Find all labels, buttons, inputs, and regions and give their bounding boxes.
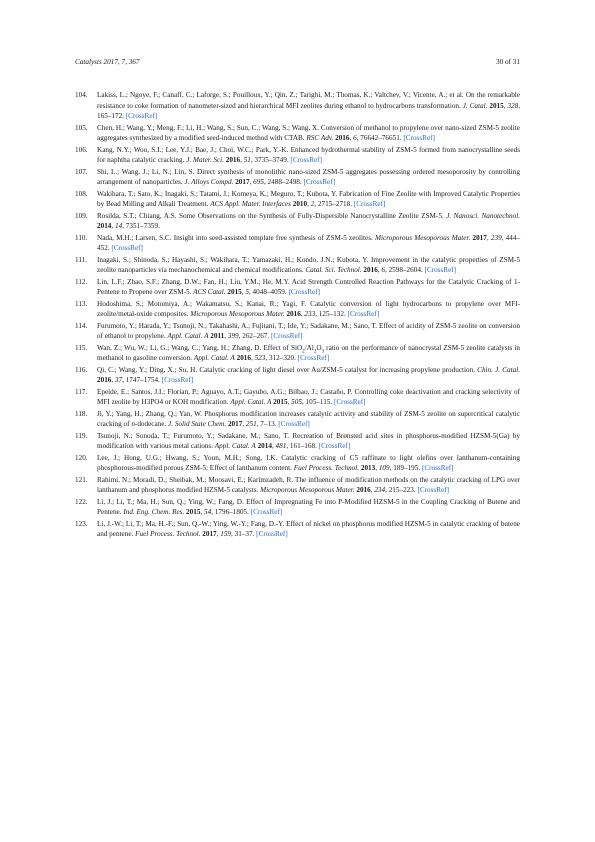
crossref-link[interactable]: [CrossRef]	[424, 266, 457, 275]
crossref-link[interactable]: [CrossRef]	[417, 486, 449, 495]
volume: 6	[381, 266, 385, 275]
journal-name: RSC Adv.	[306, 134, 334, 143]
year: 2013	[360, 464, 376, 473]
journal-name: Microporous Mesoporous Mater.	[260, 486, 355, 495]
year: 2017	[227, 420, 243, 429]
reference-text: Ji, Y.; Yang, H.; Zhang, Q.; Yan, W. Phosphorus modification increases catalytic activity and stability of ZSM-5 zeolite on supercritical catalytic cracking of	[97, 409, 520, 429]
reference-item: 123. Li, J.-W.; Li, T.; Ma, H.-F.; Sun, Q.-W.; Ying, W.-Y.; Fang, D.-Y. Effect of nickel on phosphorus modified HZSM-5 in catalytic cracking of butene and pentene. Fuel Process. Technol. 2017, 159, 31–37. [CrossRef]	[75, 519, 520, 539]
volume: 505	[291, 398, 302, 407]
pages: , 7351–7359.	[122, 222, 160, 231]
volume: 399	[227, 332, 239, 341]
pages: , 165–172.	[97, 101, 521, 121]
reference-item: 111. Inagaki, S.; Shinoda, S.; Hayashi, S.; Wakihara, T.; Yamazaki, H.; Kondo, J.N.; Kubota, Y. Improvement in the catalytic properties of ZSM-5 zeolite nanoparticles via mechanochemical and chemical modifications. Catal. Sci. Technol. 2016, 6, 2598–2604. [CrossRef]	[75, 255, 520, 275]
reference-item: 119. Tsunoji, N.; Sonoda, T.; Furumoto, Y.; Sadakane, M.; Sano, T. Recreation of Brønsted acid sites in phosphorus-modified HZSM-5(Ga) by modification with various metal cations. Appl. Catal. A 2014, 481, 161–168. [CrossRef]	[75, 431, 520, 451]
crossref-link[interactable]: [CrossRef]	[290, 156, 322, 165]
pages: , 105–115.	[301, 398, 333, 407]
pages: , 312–320.	[265, 354, 296, 363]
volume: 233	[304, 310, 316, 319]
reference-text: Hodoshima, S.; Motomiya, A.; Wakamatsu, S.; Kanai, R.; Yagi, F. Catalytic conversion of light hydrocarbons to propylene over MFI-zeolite/metal-oxide composites.	[97, 299, 520, 319]
subscript: 2	[313, 349, 317, 355]
pages: , 3735–3749.	[250, 156, 289, 165]
pages: , 2598–2604.	[384, 266, 423, 275]
reference-number: 123.	[75, 519, 88, 528]
pages: , 1747–1754.	[122, 376, 160, 385]
pages: , 76642–76651.	[356, 134, 402, 143]
volume: 328	[507, 101, 519, 110]
crossref-link[interactable]: [CrossRef]	[161, 376, 194, 385]
crossref-link[interactable]: [CrossRef]	[333, 398, 366, 407]
reference-text: Furumoto, Y.; Harada, Y.; Tsunoji, N.; Takahashi, A.; Fujitani, T.; Ide, Y.; Sadakane, M.; Sano, T. Effect of acidity of ZSM-5 zeolite on conversion of ethanol to propylene.	[97, 321, 520, 341]
reference-item: 110. Nada, M.H.; Larsen, S.C. Insight into seed-assisted template free synthesis of ZSM-5 zeolites. Microporous Mesoporous Mater. 2017, 239, 444–452. [CrossRef]	[75, 233, 521, 253]
subscript: 3	[321, 349, 325, 355]
crossref-link[interactable]: [CrossRef]	[256, 530, 288, 539]
pages: , 189–195.	[389, 464, 421, 473]
crossref-link[interactable]: [CrossRef]	[250, 508, 283, 517]
reference-number: 110.	[75, 233, 88, 242]
year: 2016	[97, 376, 112, 385]
journal-name: Ind. Eng. Chem. Res.	[123, 508, 185, 517]
reference-text: Li, J.; Li, T.; Ma, H.; Sun, Q.; Ying, W.; Fang, D. Effect of Impregnating Fe into P-Modified HZSM-5 in the Coupling Cracking of Butene and Pentene.	[97, 497, 520, 517]
pages: , 1796–1805.	[211, 508, 249, 517]
pages: , 2715–2718.	[314, 200, 353, 209]
reference-item: 107. Shi, L.; Wang, J.; Li, N.; Lin, S. Direct synthesis of monolithic nano-sized ZSM-5 aggregates possessing ordered mesoporosity by controlling arrangement of nanoparticles. J. Alloys Compd. 2017, 695, 2488–2498. [CrossRef]	[75, 167, 520, 187]
reference-number: 113.	[75, 299, 88, 308]
crossref-link[interactable]: [CrossRef]	[270, 332, 303, 341]
volume: 239	[490, 233, 502, 242]
journal-name: Microporous Mesoporous Mater.	[375, 233, 471, 242]
volume: 523	[254, 354, 266, 363]
reference-text: O	[316, 343, 322, 352]
year: 2017	[472, 233, 487, 242]
reference-item: 116. Qi, C.; Wang, Y.; Ding, X.; Su, H. Catalytic cracking of light diesel over Au/ZSM-5 catalyst for increasing propylene production. Chin. J. Catal. 2016, 37, 1747–1754. [CrossRef]	[75, 365, 520, 385]
journal-name: Microporous Mesoporous Mater.	[190, 310, 285, 319]
reference-text: ratio on the performance of nanocrystal ZSM-5 zeolite catalysts in methanol to gasoline conversion.	[97, 343, 520, 363]
reference-text: Rosilda, S.T.; Chiang, A.S. Some Observations on the Synthesis of Fully-Dispersible Nanocrystalline Zeolite ZSM-5.	[97, 211, 444, 220]
year: 2015	[227, 288, 242, 297]
volume: 159	[220, 530, 232, 539]
reference-text: Inagaki, S.; Shinoda, S.; Hayashi, S.; Wakihara, T.; Yamazaki, H.; Kondo, J.N.; Kubota, Y. Improvement in the catalytic properties of ZSM-5 zeolite nanoparticles via mechanochemical and chemical modifications.	[97, 255, 520, 275]
crossref-link[interactable]: [CrossRef]	[278, 420, 310, 429]
crossref-link[interactable]: [CrossRef]	[297, 354, 330, 363]
year: 2015	[186, 508, 201, 517]
volume: 234	[374, 486, 386, 495]
reference-item: 115. Wan, Z.; Wu, W.; Li, G.; Wang, C.; Yang, H.; Zhang, D. Effect of $SiO_2/Al_2O_3$ ratio on the performance of nanocrystal ZSM-5 zeolite catalysts in methanol to gasoline conversion. Appl. Catal. A 2016, 523, 312–320. [CrossRef]	[75, 343, 520, 363]
journal-name: Fuel Process. Technol.	[293, 464, 360, 473]
pages: , 215–223.	[385, 486, 416, 495]
journal-name: J. Nanosci. Nanotechnol.	[446, 211, 521, 220]
reference-item: 109. Rosilda, S.T.; Chiang, A.S. Some Observations on the Synthesis of Fully-Dispersible Nanocrystalline Zeolite ZSM-5. J. Nanosci. Nanotechnol. 2014, 14, 7351–7359.	[75, 211, 521, 231]
page-header	[75, 58, 520, 70]
volume: 37	[114, 376, 123, 385]
reference-number: 111.	[75, 255, 88, 264]
pages: , 7–13.	[256, 420, 277, 429]
reference-number: 117.	[75, 387, 88, 396]
crossref-link[interactable]: [CrossRef]	[421, 464, 454, 473]
pages: , 31–37.	[231, 530, 255, 539]
crossref-link[interactable]: [CrossRef]	[353, 200, 386, 209]
crossref-link[interactable]: [CrossRef]	[125, 112, 158, 121]
volume: 109	[378, 464, 390, 473]
journal-name: Fuel Process. Technol.	[135, 530, 201, 539]
reference-number: 104.	[75, 91, 88, 99]
journal-name: J. Mater. Sci.	[186, 156, 224, 165]
pages: , 262–267.	[238, 332, 270, 341]
volume: 5	[245, 288, 249, 297]
italic-text: n	[131, 420, 135, 429]
volume: 481	[275, 442, 287, 451]
reference-number: 120.	[75, 453, 88, 462]
reference-text: Lakiss, L.; Ngoye, F.; Canaff, C.; Laforge, S.; Pouilloux, Y.; Qin, Z.; Tarighi, M.; Thomas, K.; Valtchev, V.; Vicente, A.; et al. On the remarkable resistance to coke formation of nanometer-sized and hierarchical MFI zeolites during ethanol to hydrocarbons transformation.	[97, 91, 520, 110]
reference-item: 120. Lee, J.; Hong, U.G.; Hwang, S.; Youn, M.H.; Song, I.K. Catalytic cracking of C5 raffinate to light olefins over lanthanum-containing phosphorous-modified porous ZSM-5: Effect of lanthanum content. Fuel Process. Technol. 2013, 109, 189–195. [CrossRef]	[75, 453, 520, 473]
reference-item: 113. Hodoshima, S.; Motomiya, A.; Wakamatsu, S.; Kanai, R.; Yagi, F. Catalytic conversion of light hydrocarbons to propylene over MFI-zeolite/metal-oxide composites. Microporous Mesoporous Mater. 2016, 233, 125–132. [CrossRef]	[75, 299, 520, 319]
year: 2011	[210, 332, 225, 341]
year: 2014	[257, 442, 272, 451]
journal-citation: Catalysts 2017, 7, 367	[75, 58, 140, 66]
reference-number: 116.	[75, 365, 88, 374]
reference-number: 108.	[75, 189, 88, 198]
crossref-link[interactable]: [CrossRef]	[111, 244, 143, 253]
year: 2014	[97, 222, 112, 231]
reference-text: Tsunoji, N.; Sonoda, T.; Furumoto, Y.; Sadakane, M.; Sano, T. Recreation of Brønsted acid sites in phosphorus-modified HZSM-5(Ga) by modification with various metal cations.	[97, 431, 520, 451]
reference-number: 112.	[75, 277, 88, 286]
volume: 51	[243, 156, 251, 165]
reference-number: 115.	[75, 343, 88, 352]
journal-name: Chin. J. Catal.	[477, 365, 520, 374]
year: 2016	[236, 354, 251, 363]
reference-item: 117. Epelde, E.; Santos, J.I.; Florian, P.; Aguayo, A.T.; Gayubo, A.G.; Bilbao, J.; Castaño, P. Controlling coke deactivation and cracking selectivity of MFI zeolite by H3PO4 or KOH modification. Appl. Catal. A 2015, 505, 105–115. [CrossRef]	[75, 387, 520, 407]
year: 2015	[489, 101, 504, 110]
reference-number: 105.	[75, 123, 88, 132]
year: 2016	[225, 156, 241, 165]
subscript: 2	[302, 349, 305, 355]
volume: 54	[204, 508, 212, 517]
pages: , 4048–4059.	[248, 288, 287, 297]
reference-text: Nada, M.H.; Larsen, S.C. Insight into seed-assisted template free synthesis of ZSM-5 zeolites.	[97, 233, 373, 242]
reference-text: Wakihara, T.; Sato, K.; Inagaki, S.; Tatami, J.; Komeya, K.; Meguro, T.; Kubota, Y. Fabrication of Fine Zeolite with Improved Catalytic Properties by Bead Milling and Alkali Treatment.	[97, 189, 520, 209]
year: 2015	[273, 398, 288, 407]
crossref-link[interactable]: [CrossRef]	[318, 442, 351, 451]
reference-number: 107.	[75, 167, 88, 176]
volume: 2	[310, 200, 315, 209]
pages: , 125–132.	[315, 310, 346, 319]
reference-text: Epelde, E.; Santos, J.I.; Florian, P.; Aguayo, A.T.; Gayubo, A.G.; Bilbao, J.; Castaño, P. Controlling coke deactivation and cracking selectivity of MFI zeolite by H3PO4 or KOH modification.	[97, 387, 520, 407]
reference-text: /Al	[304, 343, 314, 352]
reference-item: 104. Lakiss, L.; Ngoye, F.; Canaff, C.; Laforge, S.; Pouilloux, Y.; Qin, Z.; Tarighi, M.; Thomas, K.; Valtchev, V.; Vicente, A.; et al. On the remarkable resistance to coke formation of nanometer-sized and hierarchical MFI zeolites during ethanol to hydrocarbons transformation. J. Catal. 2015, 328, 165–172. [CrossRef]	[75, 91, 521, 121]
reference-number: 118.	[75, 409, 88, 418]
journal-name: Appl. Catal. A	[167, 332, 209, 341]
volume: 695	[253, 178, 264, 187]
reference-text: Shi, L.; Wang, J.; Li, N.; Lin, S. Direct synthesis of monolithic nano-sized ZSM-5 aggregates possessing ordered mesoporosity by controlling arrangement of nanoparticles.	[97, 167, 520, 187]
year: 2016	[363, 266, 378, 275]
reference-item: 108. Wakihara, T.; Sato, K.; Inagaki, S.; Tatami, J.; Komeya, K.; Meguro, T.; Kubota, Y. Fabrication of Fine Zeolite with Improved Catalytic Properties by Bead Milling and Alkali Treatment. ACS Appl. Mater. Interfaces 2010, 2, 2715–2718. [CrossRef]	[75, 189, 520, 209]
journal-name: Appl. Catal. A	[214, 442, 256, 451]
journal-name: J. Alloys Compd.	[184, 178, 234, 187]
journal-name: Appl. Catal. A	[193, 354, 235, 363]
crossref-link[interactable]: [CrossRef]	[303, 178, 336, 187]
reference-item: 105. Chen, H.; Wang, Y.; Meng, F.; Li, H.; Wang, S.; Sun, C.; Wang, S.; Wang, X. Conversion of methanol to propylene over nano-sized ZSM-5 zeolite aggregates synthesized by a modified seed-induced method with CTAB. RSC Adv. 2016, 6, 76642–76651. [CrossRef]	[75, 123, 520, 143]
journal-name: ACS Catal.	[193, 288, 226, 297]
journal-name: ACS Appl. Mater. Interfaces	[210, 200, 291, 209]
reference-text: Rahimi, N.; Moradi, D.; Sheibak, M.; Moosavi, E.; Karimzadeh, R. The influence of modification methods on the catalytic cracking of LPG over lanthanum and phosphorus modified HZSM-5 catalysts.	[97, 475, 520, 495]
reference-text: Wan, Z.; Wu, W.; Li, G.; Wang, C.; Yang, H.; Zhang, D. Effect of SiO	[97, 343, 303, 352]
volume: 251	[245, 420, 257, 429]
crossref-link[interactable]: [CrossRef]	[288, 288, 321, 297]
reference-text: Chen, H.; Wang, Y.; Meng, F.; Li, H.; Wang, S.; Sun, C.; Wang, S.; Wang, X. Conversion of methanol to propylene over nano-sized ZSM-5 zeolite aggregates synthesized by a modified seed-induced method with CTAB.	[97, 123, 520, 143]
reference-number: 119.	[75, 431, 88, 440]
year: 2017	[202, 530, 217, 539]
year: 2017	[235, 178, 250, 187]
volume: 6	[353, 134, 357, 143]
reference-text: Lee, J.; Hong, U.G.; Hwang, S.; Youn, M.H.; Song, I.K. Catalytic cracking of C5 raffinate to light olefins over lanthanum-containing phosphorous-modified porous ZSM-5: Effect of lanthanum content.	[97, 453, 520, 473]
reference-text: Kang, N.Y.; Woo, S.I.; Lee, Y.J.; Bae, J.; Choi, W.C.; Park, Y.-K. Enhanced hydrothermal stability of ZSM-5 formed from nanocrystalline seeds for naphtha catalytic cracking.	[97, 145, 520, 165]
journal-name: J. Solid State Chem.	[168, 420, 227, 429]
year: 2016	[286, 310, 301, 319]
reference-text: -dodecane.	[134, 420, 167, 429]
crossref-link[interactable]: [CrossRef]	[403, 134, 435, 143]
reference-number: 122.	[75, 497, 88, 506]
reference-text: Lin, L.F.; Zhao, S.F.; Zhang, D.W.; Fan, H.; Liu, Y.M.; He, M.Y. Acid Strength Controlled Reaction Pathways for the Catalytic Cracking of 1-Pentene to Propene over ZSM-5.	[97, 277, 520, 297]
reference-number: 121.	[75, 475, 88, 484]
journal-name: Catal. Sci. Technol.	[305, 266, 362, 275]
reference-number: 114.	[75, 321, 88, 330]
reference-item: 112. Lin, L.F.; Zhao, S.F.; Zhang, D.W.; Fan, H.; Liu, Y.M.; He, M.Y. Acid Strength Controlled Reaction Pathways for the Catalytic Cracking of 1-Pentene to Propene over ZSM-5. ACS Catal. 2015, 5, 4048–4059. [CrossRef]	[75, 277, 520, 297]
reference-list	[75, 90, 520, 541]
pages: , 161–168.	[286, 442, 317, 451]
year: 2010	[292, 200, 308, 209]
year: 2016	[356, 486, 371, 495]
pages: , 2488–2498.	[263, 178, 302, 187]
year: 2016	[335, 134, 350, 143]
crossref-link[interactable]: [CrossRef]	[347, 310, 380, 319]
reference-item: 106. Kang, N.Y.; Woo, S.I.; Lee, Y.J.; Bae, J.; Choi, W.C.; Park, Y.-K. Enhanced hydrothermal stability of ZSM-5 formed from nanocrystalline seeds for naphtha catalytic cracking. J. Mater. Sci. 2016, 51, 3735–3749. [CrossRef]	[75, 145, 520, 165]
page-number: 30 of 31	[496, 58, 520, 66]
journal-name: J. Catal.	[462, 101, 488, 110]
reference-text: Li, J.-W.; Li, T.; Ma, H.-F.; Sun, Q.-W.; Ying, W.-Y.; Fang, D.-Y. Effect of nickel on phosphorus modified HZSM-5 in catalytic cracking of butene and pentene.	[97, 519, 520, 539]
journal-name: Appl. Catal. A	[230, 398, 272, 407]
reference-text: Qi, C.; Wang, Y.; Ding, X.; Su, H. Catalytic cracking of light diesel over Au/ZSM-5 catalyst for increasing propylene production.	[97, 365, 476, 374]
reference-item: 121. Rahimi, N.; Moradi, D.; Sheibak, M.; Moosavi, E.; Karimzadeh, R. The influence of modification methods on the catalytic cracking of LPG over lanthanum and phosphorus modified HZSM-5 catalysts. Microporous Mesoporous Mater. 2016, 234, 215–223. [CrossRef]	[75, 475, 520, 495]
reference-number: 106.	[75, 145, 88, 154]
reference-number: 109.	[75, 211, 88, 220]
reference-item: 114. Furumoto, Y.; Harada, Y.; Tsunoji, N.; Takahashi, A.; Fujitani, T.; Ide, Y.; Sadakane, M.; Sano, T. Effect of acidity of ZSM-5 zeolite on conversion of ethanol to propylene. Appl. Catal. A 2011, 399, 262–267. [CrossRef]	[75, 321, 520, 341]
reference-item: 122. Li, J.; Li, T.; Ma, H.; Sun, Q.; Ying, W.; Fang, D. Effect of Impregnating Fe into P-Modified HZSM-5 in the Coupling Cracking of Butene and Pentene. Ind. Eng. Chem. Res. 2015, 54, 1796–1805. [CrossRef]	[75, 497, 520, 517]
reference-item: 118. Ji, Y.; Yang, H.; Zhang, Q.; Yan, W. Phosphorus modification increases catalytic activity and stability of ZSM-5 zeolite on supercritical catalytic cracking of n-dodecane. J. Solid State Chem. 2017, 251, 7–13. [CrossRef]	[75, 409, 520, 429]
pages: , 444–452.	[97, 233, 521, 253]
volume: 14	[114, 222, 123, 231]
